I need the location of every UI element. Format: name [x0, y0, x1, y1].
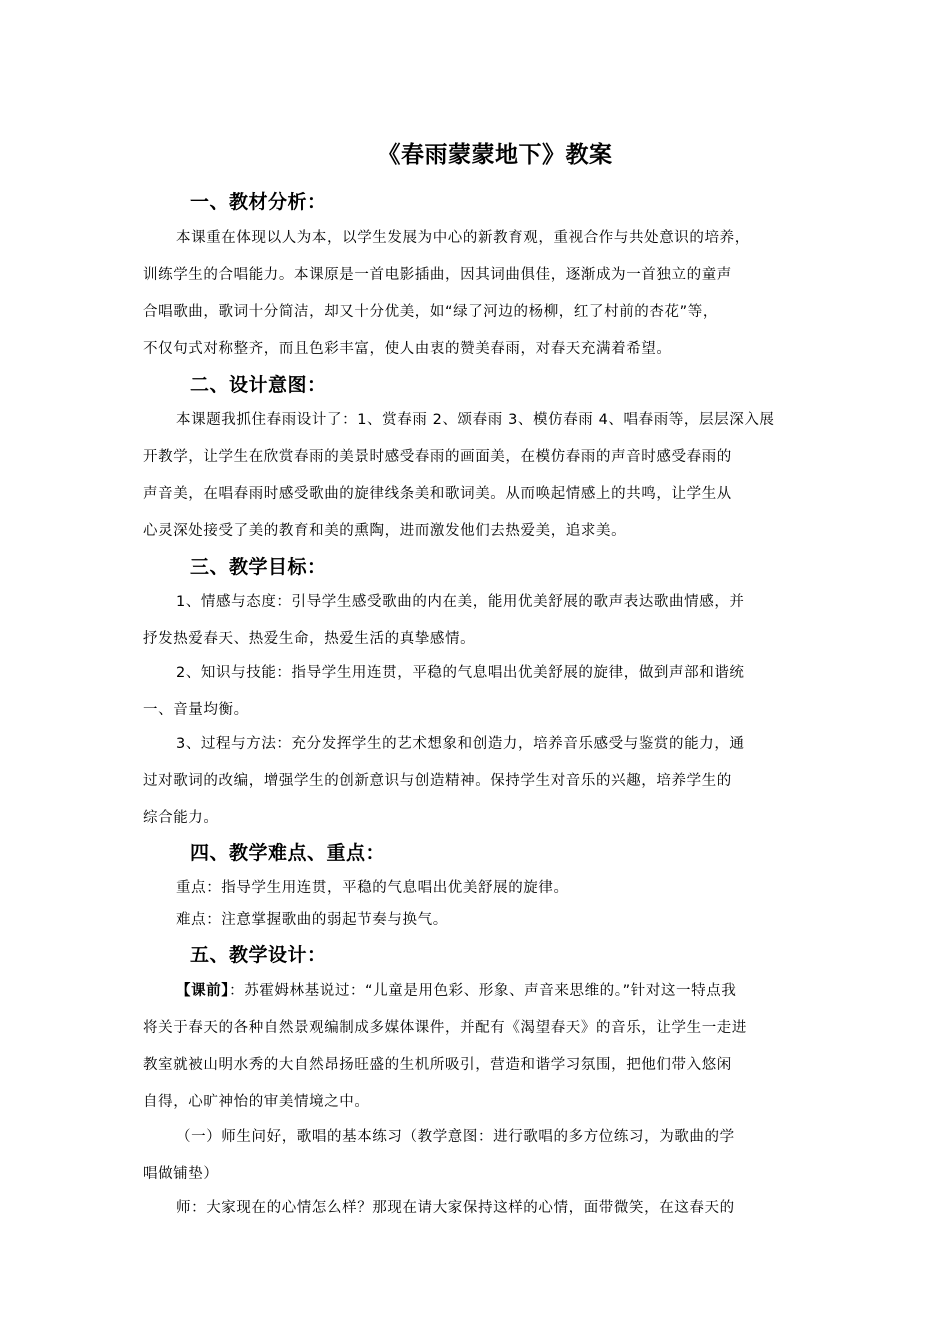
section-heading-key-points: 四、教学难点、重点： — [190, 842, 386, 864]
paragraph-line: 教室就被山明水秀的大自然昂扬旺盛的生机所吸引，营造和谐学习氛围，把他们带入悠闲 — [143, 1057, 732, 1073]
section-heading-design-intent: 二、设计意图： — [190, 374, 327, 396]
paragraph-line: 1、情感与态度：引导学生感受歌曲的内在美，能用优美舒展的歌声表达歌曲情感，并 — [176, 594, 745, 610]
paragraph-line: 本课题我抓住春雨设计了：1、赏春雨 2、颂春雨 3、模仿春雨 4、唱春雨等，层层深入展 — [176, 412, 775, 428]
section-heading-teaching-design: 五、教学设计： — [190, 944, 327, 966]
paragraph-line: 心灵深处接受了美的教育和美的熏陶，进而激发他们去热爱美，追求美。 — [143, 523, 627, 539]
paragraph-line: 重点：指导学生用连贯，平稳的气息唱出优美舒展的旋律。 — [176, 880, 569, 896]
pre-class-label: 【课前】 — [176, 983, 230, 999]
paragraph-line: 一、音量均衡。 — [143, 702, 249, 718]
paragraph-line: 训练学生的合唱能力。本课原是一首电影插曲，因其词曲俱佳，逐渐成为一首独立的童声 — [143, 267, 732, 283]
paragraph-line: 声音美，在唱春雨时感受歌曲的旋律线条美和歌词美。从而唤起情感上的共鸣，让学生从 — [143, 486, 732, 502]
paragraph-line: 难点：注意掌握歌曲的弱起节奏与换气。 — [176, 912, 448, 928]
section-heading-objectives: 三、教学目标： — [190, 556, 327, 578]
paragraph-line: 唱做铺垫） — [143, 1166, 219, 1182]
paragraph-line: 综合能力。 — [143, 810, 219, 826]
section-heading-materials: 一、教材分析： — [190, 191, 327, 213]
paragraph-line: 抒发热爱春天、热爱生命，热爱生活的真挚感情。 — [143, 631, 476, 647]
paragraph-line: 3、过程与方法：充分发挥学生的艺术想象和创造力，培养音乐感受与鉴赏的能力，通 — [176, 736, 745, 752]
paragraph-line: 师：大家现在的心情怎么样？那现在请大家保持这样的心情，面带微笑，在这春天的 — [176, 1200, 735, 1216]
paragraph-line: 不仅句式对称整齐，而且色彩丰富，使人由衷的赞美春雨，对春天充满着希望。 — [143, 341, 672, 357]
paragraph-line: 将关于春天的各种自然景观编制成多媒体课件，并配有《渴望春天》的音乐，让学生一走进 — [143, 1020, 747, 1036]
paragraph-line: 开教学，让学生在欣赏春雨的美景时感受春雨的画面美，在模仿春雨的声音时感受春雨的 — [143, 449, 732, 465]
paragraph-line: 自得，心旷神怡的审美情境之中。 — [143, 1094, 370, 1110]
paragraph-line: 2、知识与技能：指导学生用连贯，平稳的气息唱出优美舒展的旋律，做到声部和谐统 — [176, 665, 745, 681]
paragraph-line: 本课重在体现以人为本，以学生发展为中心的新教育观，重视合作与共处意识的培养， — [176, 230, 750, 246]
paragraph-line — [176, 979, 736, 1000]
paragraph-line: 合唱歌曲，歌词十分简洁，却又十分优美，如“绿了河边的杨柳，红了村前的杏花”等， — [143, 304, 718, 320]
paragraph-line: 过对歌词的改编，增强学生的创新意识与创造精神。保持学生对音乐的兴趣，培养学生的 — [143, 773, 732, 789]
paragraph-text: ：苏霍姆林基说过：“儿童是用色彩、形象、声音来思维的。”针对这一特点我 — [229, 983, 737, 999]
paragraph-line: （一）师生问好，歌唱的基本练习（教学意图：进行歌唱的多方位练习，为歌曲的学 — [176, 1129, 735, 1145]
document-title: 《春雨蒙蒙地下》教案 — [377, 142, 613, 168]
